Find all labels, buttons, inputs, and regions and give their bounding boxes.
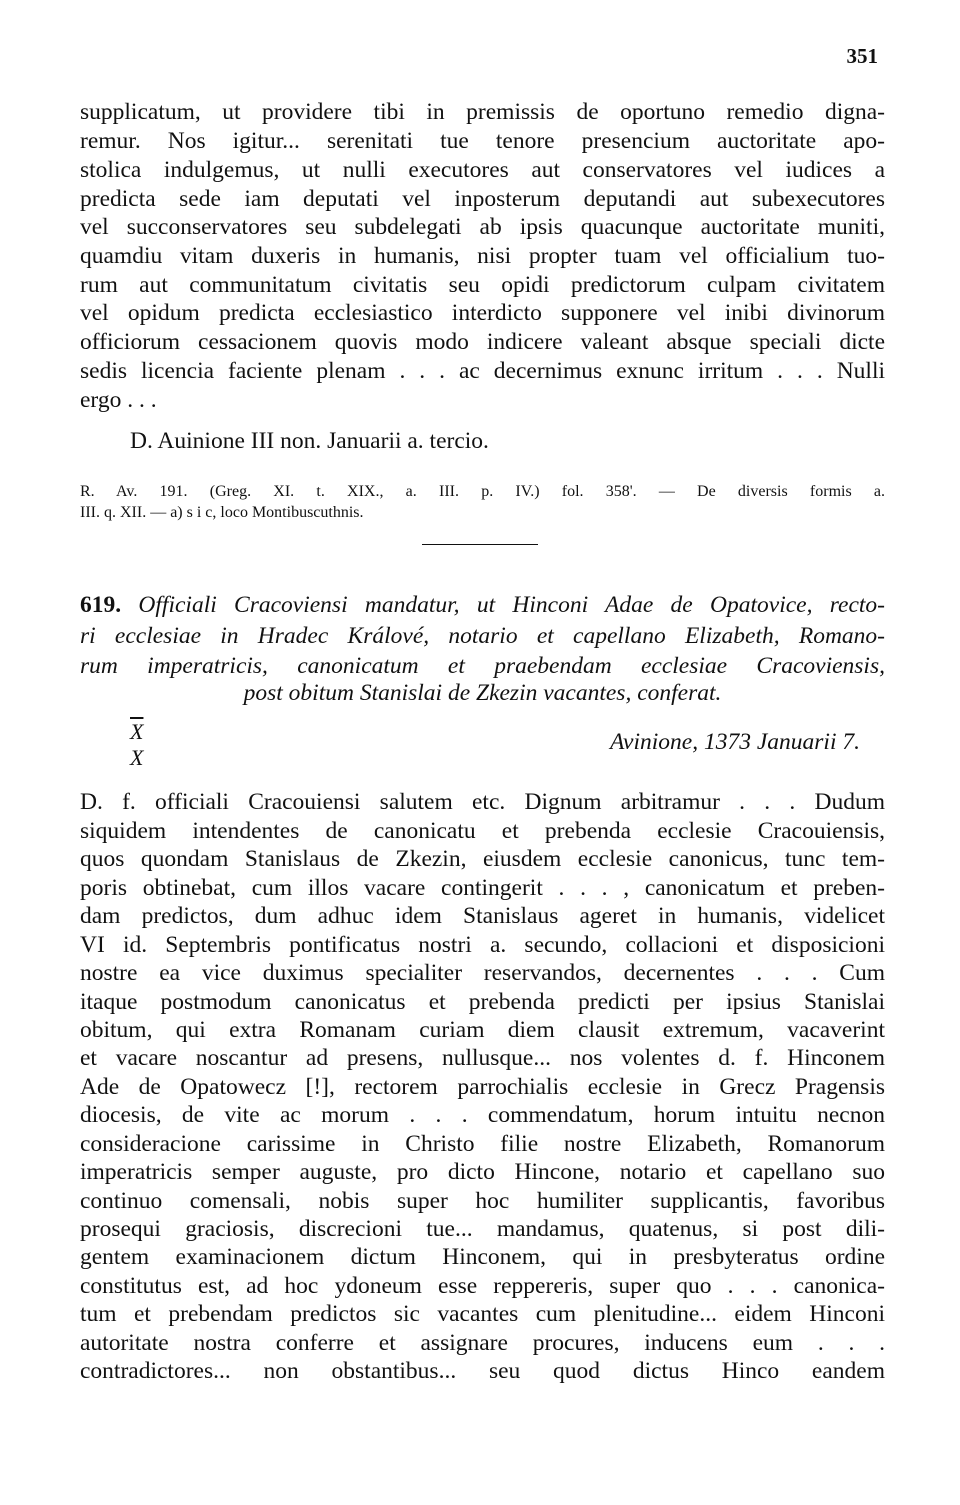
regest-line bbox=[80, 590, 885, 621]
body-line: consideracione carissime in Christo filie nostre Elizabeth, Romanorum bbox=[80, 1131, 885, 1157]
place-date: Avinione, 1373 Januarii 7. bbox=[610, 729, 860, 755]
body-line: gentem examinacionem dictum Hinconem, qui in presbyteratus ordine bbox=[80, 1244, 885, 1270]
regest-line: post obitum Stanislai de Zkezin vacantes, conferat. bbox=[243, 680, 722, 706]
body-line: et vacare noscantur ad presens, nullusque... nos volentes d. f. Hinconem bbox=[80, 1045, 885, 1071]
body-line: imperatricis semper auguste, pro dicto Hincone, notario et capellano suo bbox=[80, 1159, 885, 1185]
body-line: contradictores... non obstantibus... seu quod dictus Hinco eandem bbox=[80, 1358, 885, 1384]
body-line: officiorum cessacionem quovis modo indicere valeant absque speciali dicte bbox=[80, 329, 885, 355]
regest-line-text: Officiali Cracoviensi mandatur, ut Hinconi Adae de Opatovice, recto- bbox=[138, 592, 885, 618]
body-line: vel succonservatores seu subdelegati ab ipsis quacunque auctoritate muniti, bbox=[80, 214, 885, 240]
body-line: autoritate nostra conferre et assignare procures, inducens eum . . . bbox=[80, 1330, 885, 1356]
body-line: D. f. officiali Cracouiensi salutem etc. Dignum arbitramur . . . Dudum bbox=[80, 789, 885, 815]
body-line: vel opidum predicta ecclesiastico interdicto supponere vel inibi divinorum bbox=[80, 300, 885, 326]
body-line: ergo . . . bbox=[80, 387, 157, 413]
body-line: continuo comensali, nobis super hoc humiliter supplicantis, favoribus bbox=[80, 1188, 885, 1214]
footnote-line: R. Av. 191. (Greg. XI. t. XIX., a. III. p. IV.) fol. 358'. — De diversis formis a. bbox=[80, 483, 885, 500]
body-line: itaque postmodum canonicatus et prebenda predicti per ipsius Stanislai bbox=[80, 989, 885, 1015]
body-line: nostre ea vice duximus specialiter reservandos, decernentes . . . Cum bbox=[80, 960, 885, 986]
body-line: predicta sede iam deputati vel inposterum deputandi aut subexecutores bbox=[80, 186, 885, 212]
body-line: siquidem intendentes de canonicatu et prebenda ecclesie Cracouiensis, bbox=[80, 818, 885, 844]
regest-line: ri ecclesiae in Hradec Králové, notario et capellano Elizabeth, Romano- bbox=[80, 623, 885, 649]
dating-line: D. Auinione III non. Januarii a. tercio. bbox=[130, 428, 489, 454]
regest-line: rum imperatricis, canonicatum et praebendam ecclesiae Cracoviensis, bbox=[80, 653, 885, 679]
body-line: prosequi graciosis, discrecioni tue... mandamus, quatenus, si post dili- bbox=[80, 1216, 885, 1242]
body-line: tum et prebendam predictos sic vacantes cum plenitudine... eidem Hinconi bbox=[80, 1301, 885, 1327]
body-line: sedis licencia faciente plenam . . . ac decernimus exnunc irritum . . . Nulli bbox=[80, 358, 885, 384]
register-mark-bottom: X bbox=[130, 745, 144, 770]
section-divider bbox=[422, 544, 538, 545]
body-line: quamdiu vitam duxeris in humanis, nisi propter tuam vel officialium tuo- bbox=[80, 243, 885, 269]
body-line: Ade de Opatowecz [!], rectorem parrochialis ecclesie in Grecz Pragensis bbox=[80, 1074, 885, 1100]
page-number: 351 bbox=[846, 44, 878, 68]
document-number: 619. bbox=[80, 592, 122, 618]
body-line: stolica indulgemus, ut nulli executores aut conservatores vel iudices a bbox=[80, 157, 885, 183]
register-mark-top: $\overline{X}$ bbox=[130, 719, 144, 744]
body-line: obitum, qui extra Romanam curiam diem clausit extremum, vacaverint bbox=[80, 1017, 885, 1043]
body-line: VI id. Septembris pontificatus nostri a. secundo, collacioni et disposicioni bbox=[80, 932, 885, 958]
body-line: dam predictos, dum adhuc idem Stanislaus ageret in humanis, videlicet bbox=[80, 903, 885, 929]
body-line: quos quondam Stanislaus de Zkezin, eiusdem ecclesie canonicus, tunc tem- bbox=[80, 846, 885, 872]
body-line: supplicatum, ut providere tibi in premissis de oportuno remedio digna- bbox=[80, 99, 885, 125]
body-line: remur. Nos igitur... serenitati tue tenore presencium auctoritate apo- bbox=[80, 128, 885, 154]
body-line: diocesis, de vite ac morum . . . commendatum, horum intuitu necnon bbox=[80, 1102, 885, 1128]
body-line: rum aut communitatum civitatis seu opidi predictorum culpam civitatem bbox=[80, 272, 885, 298]
footnote-line: III. q. XII. — a) s i c, loco Montibuscuthnis. bbox=[80, 504, 364, 521]
body-line: poris obtinebat, cum illos vacare contingerit . . . , canonicatum et preben- bbox=[80, 875, 885, 901]
body-line: constitutus est, ad hoc ydoneum esse reppereris, super quo . . . canonica- bbox=[80, 1273, 885, 1299]
